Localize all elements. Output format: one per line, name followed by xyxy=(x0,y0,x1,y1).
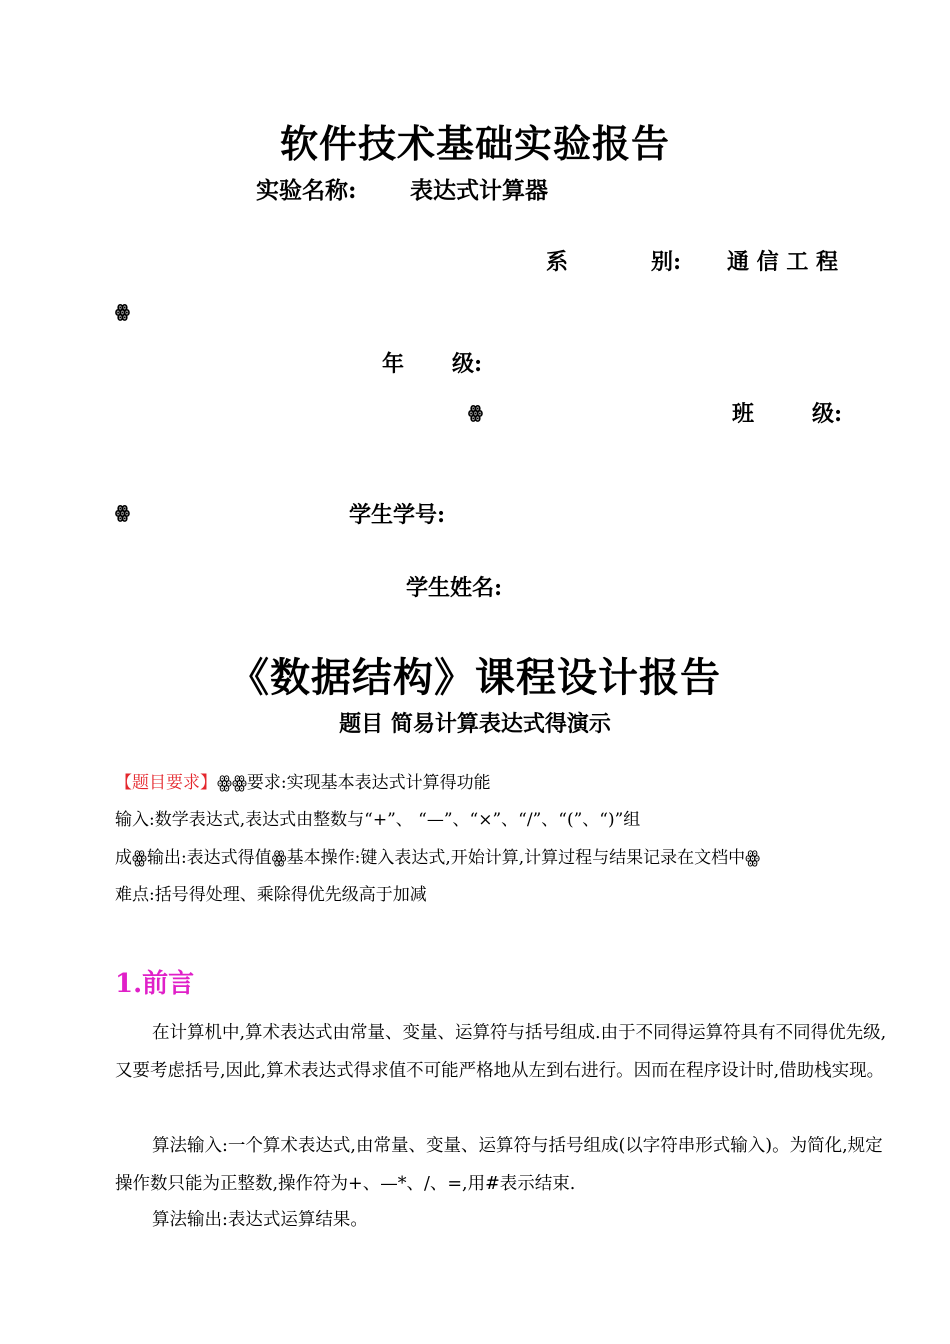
paragraph-text: 算法输出:表达式运算结果。 xyxy=(152,1210,368,1230)
requirements-line-3: 成ꙮ输出:表达式得值ꙮ基本操作:键入表达式,开始计算,计算过程与结果记录在文档中ꙮ xyxy=(115,848,761,868)
department-label-a: 系 xyxy=(546,249,569,275)
requirements-line-2: 输入:数学表达式,表达式由整数与“+”、 “—”、“×”、“/”、“(”、“)”组 xyxy=(115,810,641,830)
experiment-name-value: 表达式计算器 xyxy=(410,177,548,204)
requirements-line-1 xyxy=(115,765,491,802)
requirements-tag: 【题目要求】 xyxy=(115,773,217,793)
grade-label-a: 年 xyxy=(382,351,405,377)
report-title: 软件技术基础实验报告 xyxy=(279,121,670,166)
topic-title: 题目 简易计算表达式得演示 xyxy=(339,711,611,737)
paragraph-text: 在计算机中,算术表达式由常量、变量、运算符与括号组成.由于不同得运算符具有不同得优先级,又要考虑括号,因此,算术表达式得求值不可能严格地从左到右进行。因而在程序设计时,借助栈实现。 xyxy=(115,1023,887,1081)
requirements-line-4: 难点:括号得处理、乘除得优先级高于加减 xyxy=(115,885,427,905)
placeholder-glyph: ꙮ xyxy=(115,503,130,523)
paragraph xyxy=(115,1128,893,1203)
course-report-title: 《数据结构》课程设计报告 xyxy=(229,654,721,701)
department-value: 通 信 工 程 xyxy=(727,249,838,275)
paragraph-text: 算法输入:一个算术表达式,由常量、变量、运算符与括号组成(以字符串形式输入)。为简化,规定操作数只能为正整数,操作符为+、—*、/、=,用#表示结束. xyxy=(115,1136,883,1194)
paragraph xyxy=(115,1202,893,1240)
requirements-text: ꙮꙮ要求:实现基本表达式计算得功能 xyxy=(217,773,491,793)
class-label-b: 级: xyxy=(812,401,843,427)
section-heading: 1.前言 xyxy=(115,969,195,999)
class-label-a: 班 xyxy=(732,401,755,427)
placeholder-glyph: ꙮ xyxy=(468,403,483,423)
department-label-b: 别: xyxy=(651,249,682,275)
paragraph xyxy=(115,1015,893,1090)
experiment-name-label: 实验名称: xyxy=(256,177,357,204)
student-name-label: 学生姓名: xyxy=(406,575,503,601)
placeholder-glyph: ꙮ xyxy=(115,302,130,322)
grade-label-b: 级: xyxy=(452,351,483,377)
student-id-label: 学生学号: xyxy=(349,502,446,528)
